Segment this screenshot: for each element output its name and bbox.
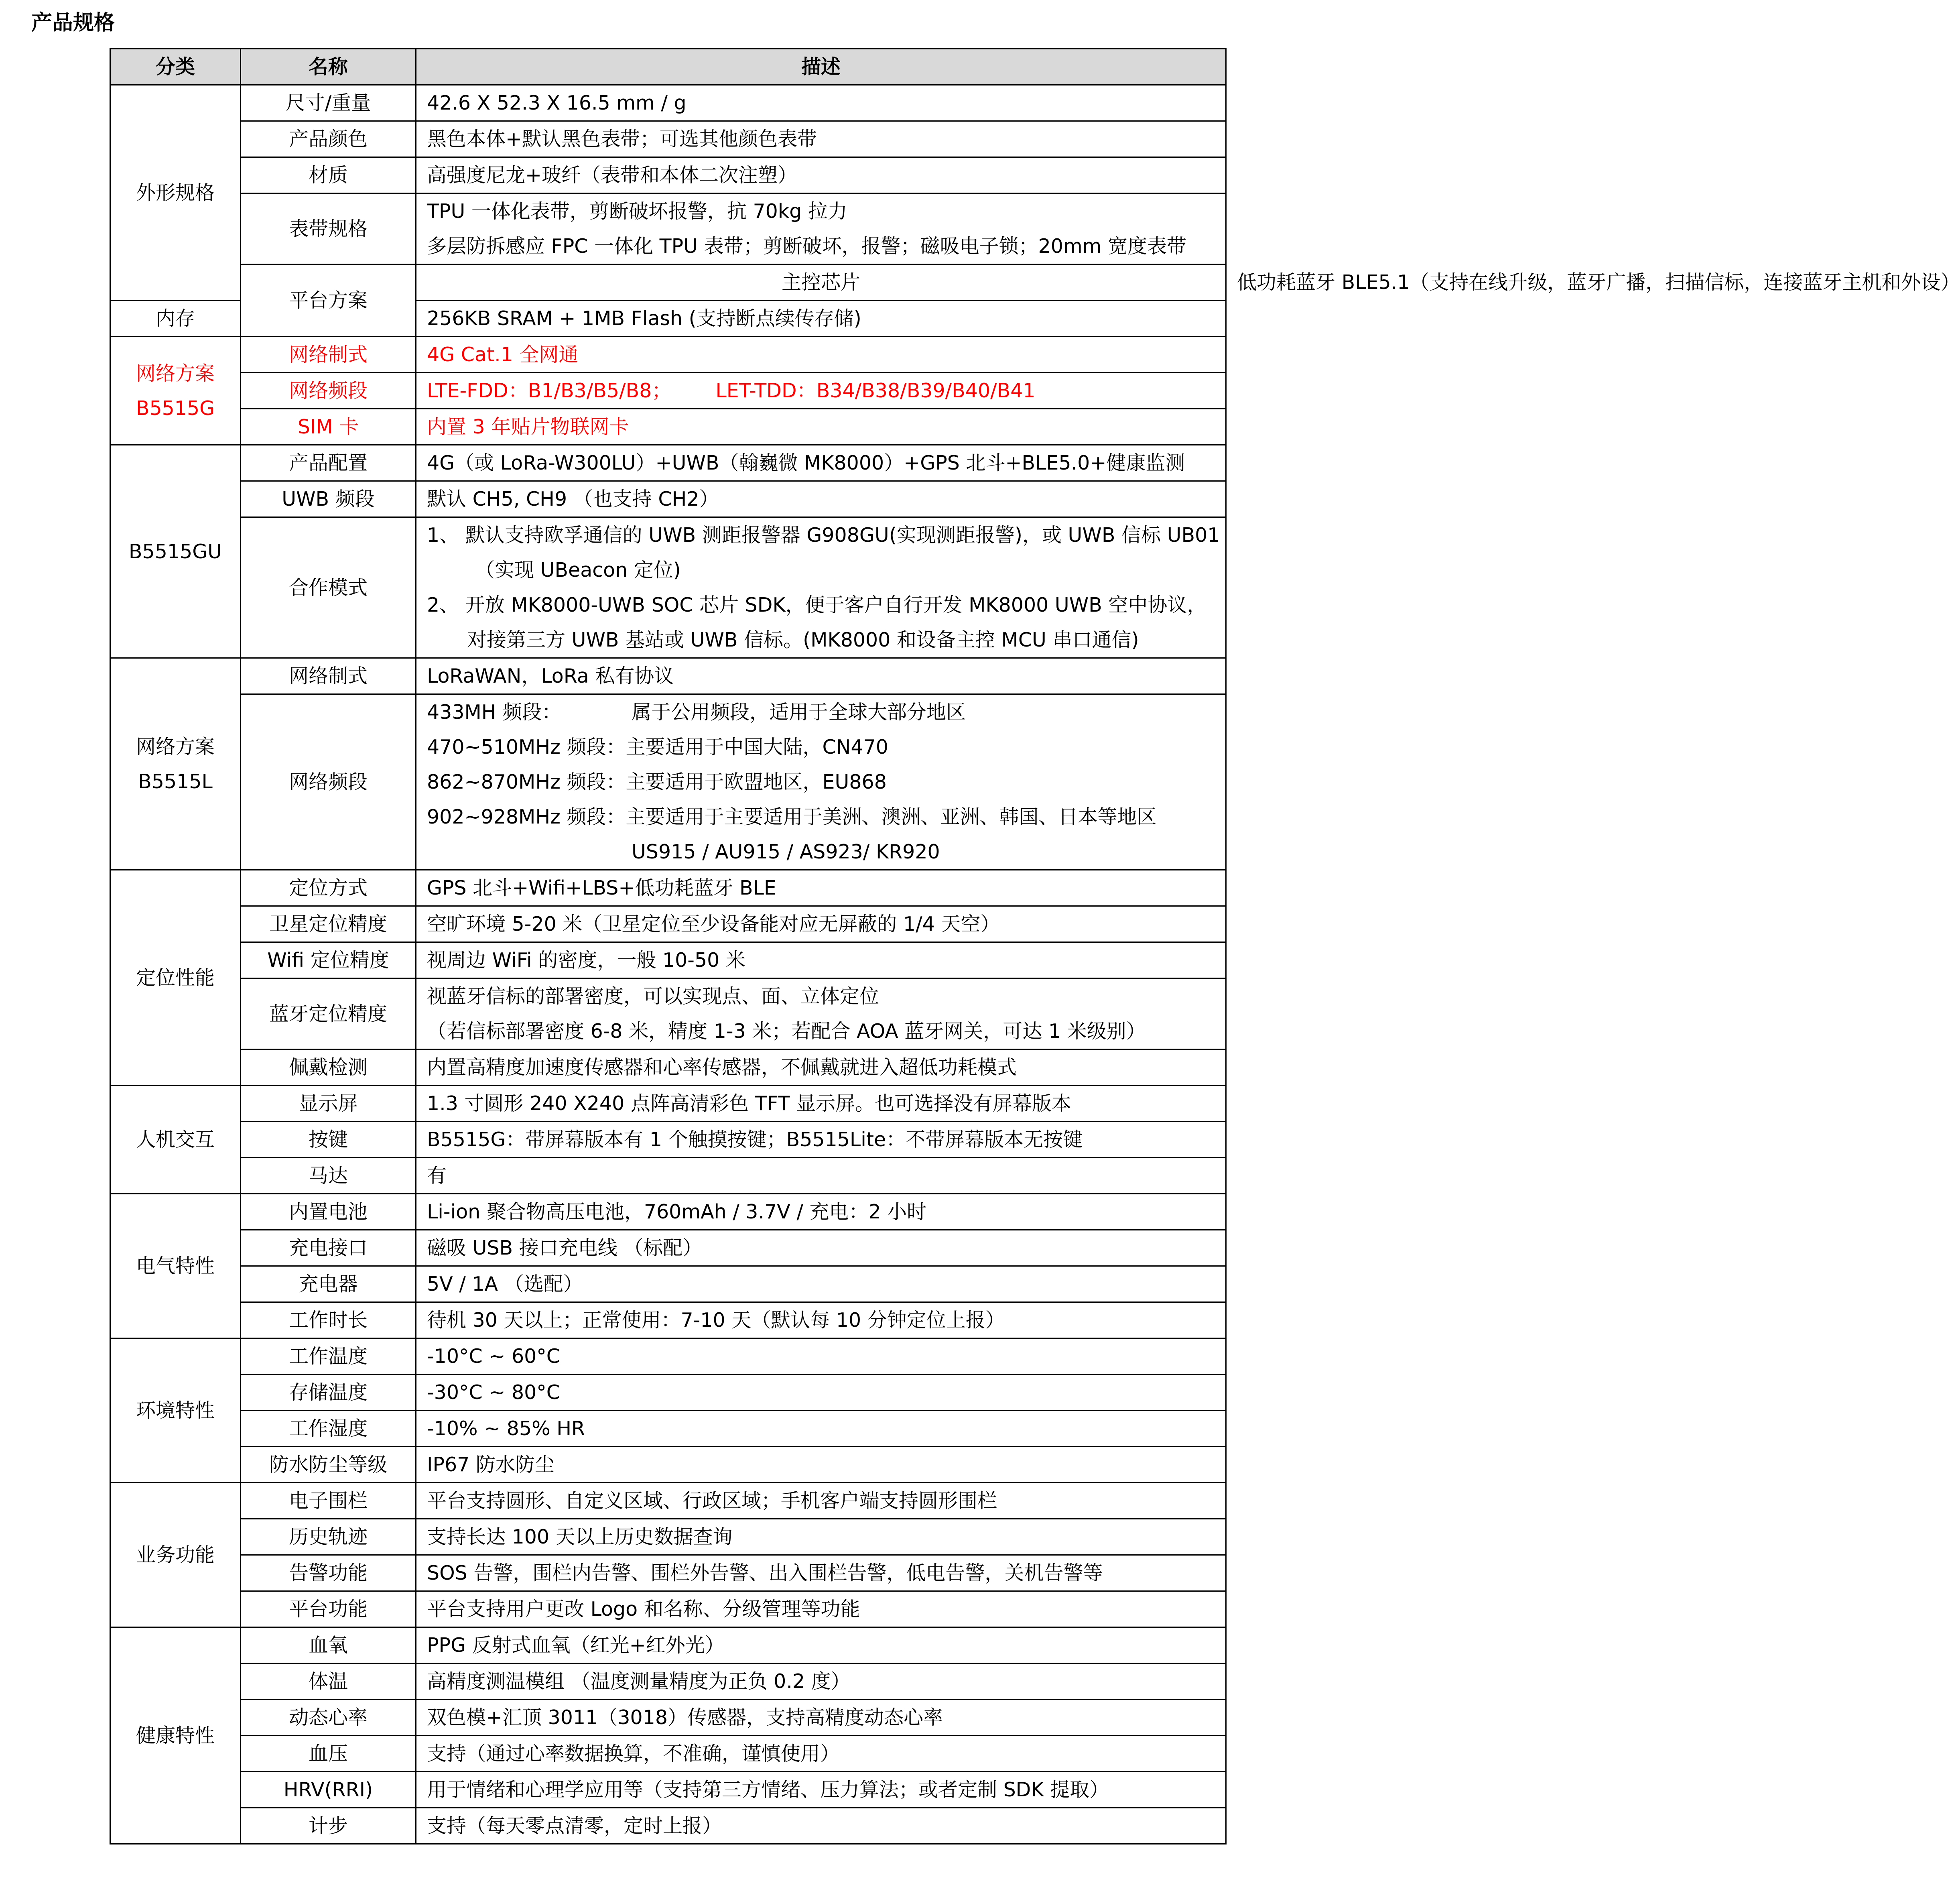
spec-name: UWB 频段 [241, 481, 416, 517]
table-row [110, 337, 1226, 373]
spec-name: 工作湿度 [241, 1411, 416, 1447]
spec-name: 内置电池 [241, 1194, 416, 1230]
category-cell: 电气特性 [110, 1194, 241, 1338]
spec-name: 显示屏 [241, 1086, 416, 1122]
spec-name: 产品颜色 [241, 121, 416, 157]
spec-name: 网络频段 [241, 373, 416, 409]
table-row [110, 1230, 1226, 1266]
band-line [427, 799, 1215, 834]
spec-description: 支持（每天零点清零，定时上报） [416, 1808, 1226, 1844]
table-row [110, 1194, 1226, 1230]
spec-description: 支持（通过心率数据换算，不准确，谨慎使用） [416, 1736, 1226, 1772]
band-usage: 主要适用于中国大陆，CN470 [626, 736, 888, 759]
spec-name: Wifi 定位精度 [241, 942, 416, 978]
table-row [110, 658, 1226, 694]
category-cell: B5515GU [110, 445, 241, 658]
spec-name: 平台功能 [241, 1591, 416, 1627]
band-usage: 属于公用频段，适用于全球大部分地区 [632, 701, 966, 724]
table-row [110, 1736, 1226, 1772]
spec-name: 网络制式 [241, 337, 416, 373]
description-line: 2、 开放 MK8000-UWB SOC 芯片 SDK，便于客户自行开发 MK8000 UWB 空中协议， [427, 594, 1207, 616]
spec-description: 5V / 1A （选配） [416, 1266, 1226, 1302]
spec-description: LoRaWAN，LoRa 私有协议 [416, 658, 1226, 694]
spec-description: 有 [416, 1158, 1226, 1194]
band-range: 470~510MHz 频段： [427, 736, 626, 759]
band-usage: 主要适用于欧盟地区，EU868 [626, 771, 887, 793]
category-line: 网络方案 [136, 362, 215, 385]
description-line: 视蓝牙信标的部署密度，可以实现点、面、立体定位 [427, 985, 879, 1008]
spec-description: 平台支持圆形、自定义区域、行政区域；手机客户端支持圆形围栏 [416, 1483, 1226, 1519]
spec-name: 蓝牙定位精度 [241, 978, 416, 1049]
category-cell: 健康特性 [110, 1627, 241, 1844]
table-row [110, 1302, 1226, 1338]
category-cell: 外形规格 [110, 85, 241, 301]
description-line: 对接第三方 UWB 基站或 UWB 信标。(MK8000 和设备主控 MCU 串口通信) [467, 628, 1139, 651]
table-row [110, 1158, 1226, 1194]
table-row [110, 1411, 1226, 1447]
category-cell [110, 658, 241, 870]
spec-description [416, 517, 1226, 658]
spec-name: 材质 [241, 157, 416, 193]
spec-description [416, 694, 1226, 870]
spec-name: 工作温度 [241, 1338, 416, 1375]
description-line: （若信标部署密度 6-8 米，精度 1-3 米；若配合 AOA 蓝牙网关，可达 1 米级别） [427, 1020, 1146, 1043]
table-row [110, 157, 1226, 193]
band-line [427, 695, 1215, 730]
spec-name: 体温 [241, 1663, 416, 1700]
spec-description: 高精度测温模组 （温度测量精度为正负 0.2 度） [416, 1663, 1226, 1700]
spec-name: 产品配置 [241, 445, 416, 481]
lte-tdd-bands: LET-TDD：B34/B38/B39/B40/B41 [715, 379, 1036, 402]
spec-description: 内置 3 年贴片物联网卡 [416, 409, 1226, 445]
table-row [110, 121, 1226, 157]
category-cell: 业务功能 [110, 1483, 241, 1627]
category-cell: 平台方案 [241, 264, 416, 337]
band-line [427, 834, 1215, 869]
table-row [110, 409, 1226, 445]
spec-name: 充电接口 [241, 1230, 416, 1266]
table-header-row [110, 49, 1226, 85]
spec-description: 1.3 寸圆形 240 X240 点阵高清彩色 TFT 显示屏。也可选择没有屏幕版本 [416, 1086, 1226, 1122]
spec-description [416, 373, 1226, 409]
spec-name: 充电器 [241, 1266, 416, 1302]
spec-description: -30°C ~ 80°C [416, 1375, 1226, 1411]
spec-description: 256KB SRAM + 1MB Flash (支持断点续传存储) [416, 301, 1226, 337]
spec-description: GPS 北斗+Wifi+LBS+低功耗蓝牙 BLE [416, 870, 1226, 906]
table-row [110, 694, 1226, 870]
spec-description: PPG 反射式血氧（红光+红外光） [416, 1627, 1226, 1663]
spec-name: 主控芯片 [416, 264, 1226, 301]
spec-name: 合作模式 [241, 517, 416, 658]
table-row [110, 906, 1226, 942]
table-row: 平台方案 主控芯片 低功耗蓝牙 BLE5.1（支持在线升级，蓝牙广播，扫描信标，连接蓝牙主机和外设） [110, 264, 1226, 301]
category-cell: 环境特性 [110, 1338, 241, 1483]
spec-name: 佩戴检测 [241, 1049, 416, 1086]
table-row [110, 1122, 1226, 1158]
category-line: B5515L [138, 770, 213, 793]
band-range: 433MH 频段： [427, 701, 562, 724]
spec-description: 内置高精度加速度传感器和心率传感器，不佩戴就进入超低功耗模式 [416, 1049, 1226, 1086]
table-row [110, 1338, 1226, 1375]
spec-name: 尺寸/重量 [241, 85, 416, 121]
spec-name: 血氧 [241, 1627, 416, 1663]
spec-name: 定位方式 [241, 870, 416, 906]
category-line: B5515G [136, 397, 215, 420]
spec-name: 表带规格 [241, 193, 416, 264]
spec-name: HRV(RRI) [241, 1772, 416, 1808]
spec-table [110, 48, 1960, 1844]
table-row [110, 1049, 1226, 1086]
spec-name: 存储温度 [241, 1375, 416, 1411]
spec-name: 内存 [110, 301, 241, 337]
table-row [110, 942, 1226, 978]
spec-name: 计步 [241, 1808, 416, 1844]
table-row [110, 1483, 1226, 1519]
spec-name: 卫星定位精度 [241, 906, 416, 942]
table-row [110, 1700, 1226, 1736]
description-line: 多层防拆感应 FPC 一体化 TPU 表带；剪断破坏，报警；磁吸电子锁；20mm 宽度表带 [427, 235, 1186, 258]
table-row [110, 1591, 1226, 1627]
spec-description: 支持长达 100 天以上历史数据查询 [416, 1519, 1226, 1555]
table-row [110, 193, 1226, 264]
spec-description: 空旷环境 5-20 米（卫星定位至少设备能对应无屏蔽的 1/4 天空） [416, 906, 1226, 942]
spec-name: 告警功能 [241, 1555, 416, 1591]
spec-description: 平台支持用户更改 Logo 和名称、分级管理等功能 [416, 1591, 1226, 1627]
category-cell: 定位性能 [110, 870, 241, 1086]
lte-fdd-bands: LTE-FDD：B1/B3/B5/B8； [427, 379, 672, 402]
spec-description: 高强度尼龙+玻纤（表带和本体二次注塑） [416, 157, 1226, 193]
spec-description: 用于情绪和心理学应用等（支持第三方情绪、压力算法；或者定制 SDK 提取） [416, 1772, 1226, 1808]
table-row [110, 1266, 1226, 1302]
spec-description: 双色模+汇顶 3011（3018）传感器，支持高精度动态心率 [416, 1700, 1226, 1736]
page-title: 产品规格 [31, 11, 115, 35]
column-header-name: 名称 [241, 49, 416, 85]
spec-name: 电子围栏 [241, 1483, 416, 1519]
spec-name: 网络制式 [241, 658, 416, 694]
table-row [110, 373, 1226, 409]
category-line: 网络方案 [136, 735, 215, 758]
spec-name: 网络频段 [241, 694, 416, 870]
table-row [110, 1375, 1226, 1411]
spec-description: 视周边 WiFi 的密度，一般 10-50 米 [416, 942, 1226, 978]
spec-description: 默认 CH5, CH9 （也支持 CH2） [416, 481, 1226, 517]
table-row [110, 1519, 1226, 1555]
table-row [110, 1447, 1226, 1483]
table-row [110, 978, 1226, 1049]
table-row [110, 1627, 1226, 1663]
spec-description [416, 193, 1226, 264]
spec-description: -10% ~ 85% HR [416, 1411, 1226, 1447]
spec-name: 历史轨迹 [241, 1519, 416, 1555]
table-row [110, 1086, 1226, 1122]
band-range: 902~928MHz 频段： [427, 805, 626, 828]
category-cell [110, 337, 241, 445]
band-usage: US915 / AU915 / AS923/ KR920 [632, 840, 940, 863]
spec-name: SIM 卡 [241, 409, 416, 445]
spec-description: -10°C ~ 60°C [416, 1338, 1226, 1375]
column-header-category: 分类 [110, 49, 241, 85]
table-row [110, 85, 1226, 121]
spec-description: SOS 告警，围栏内告警、围栏外告警、出入围栏告警，低电告警，关机告警等 [416, 1555, 1226, 1591]
description-line: （实现 UBeacon 定位) [475, 559, 681, 582]
spec-name: 动态心率 [241, 1700, 416, 1736]
table-row [110, 517, 1226, 658]
spec-description: 待机 30 天以上；正常使用：7-10 天（默认每 10 分钟定位上报） [416, 1302, 1226, 1338]
table-row [110, 1663, 1226, 1700]
band-line [427, 765, 1215, 799]
description-line: 1、 默认支持欧孚通信的 UWB 测距报警器 G908GU(实现测距报警)，或 UWB 信标 UB01 [427, 524, 1220, 547]
band-usage: 主要适用于主要适用于美洲、澳洲、亚洲、韩国、日本等地区 [626, 805, 1157, 828]
spec-description: IP67 防水防尘 [416, 1447, 1226, 1483]
table-row [110, 1808, 1226, 1844]
band-line [427, 730, 1215, 765]
spec-description: 磁吸 USB 接口充电线 （标配） [416, 1230, 1226, 1266]
spec-name: 血压 [241, 1736, 416, 1772]
table-row [110, 445, 1226, 481]
table-row [110, 1555, 1226, 1591]
spec-description: 黑色本体+默认黑色表带；可选其他颜色表带 [416, 121, 1226, 157]
spec-description [416, 978, 1226, 1049]
spec-description: Li-ion 聚合物高压电池，760mAh / 3.7V / 充电：2 小时 [416, 1194, 1226, 1230]
spec-name: 工作时长 [241, 1302, 416, 1338]
spec-name: 马达 [241, 1158, 416, 1194]
spec-name: 防水防尘等级 [241, 1447, 416, 1483]
column-header-description: 描述 [416, 49, 1226, 85]
spec-description: B5515G：带屏幕版本有 1 个触摸按键；B5515Lite：不带屏幕版本无按键 [416, 1122, 1226, 1158]
band-range: 862~870MHz 频段： [427, 771, 626, 793]
spec-name: 按键 [241, 1122, 416, 1158]
spec-description: 4G Cat.1 全网通 [416, 337, 1226, 373]
spec-description: 42.6 X 52.3 X 16.5 mm / g [416, 85, 1226, 121]
category-cell: 人机交互 [110, 1086, 241, 1194]
description-line: TPU 一体化表带，剪断破坏报警，抗 70kg 拉力 [427, 200, 847, 223]
table-row [110, 481, 1226, 517]
spec-description: 4G（或 LoRa-W300LU）+UWB（翰巍微 MK8000）+GPS 北斗+BLE5.0+健康监测 [416, 445, 1226, 481]
table-row [110, 870, 1226, 906]
table-row [110, 1772, 1226, 1808]
